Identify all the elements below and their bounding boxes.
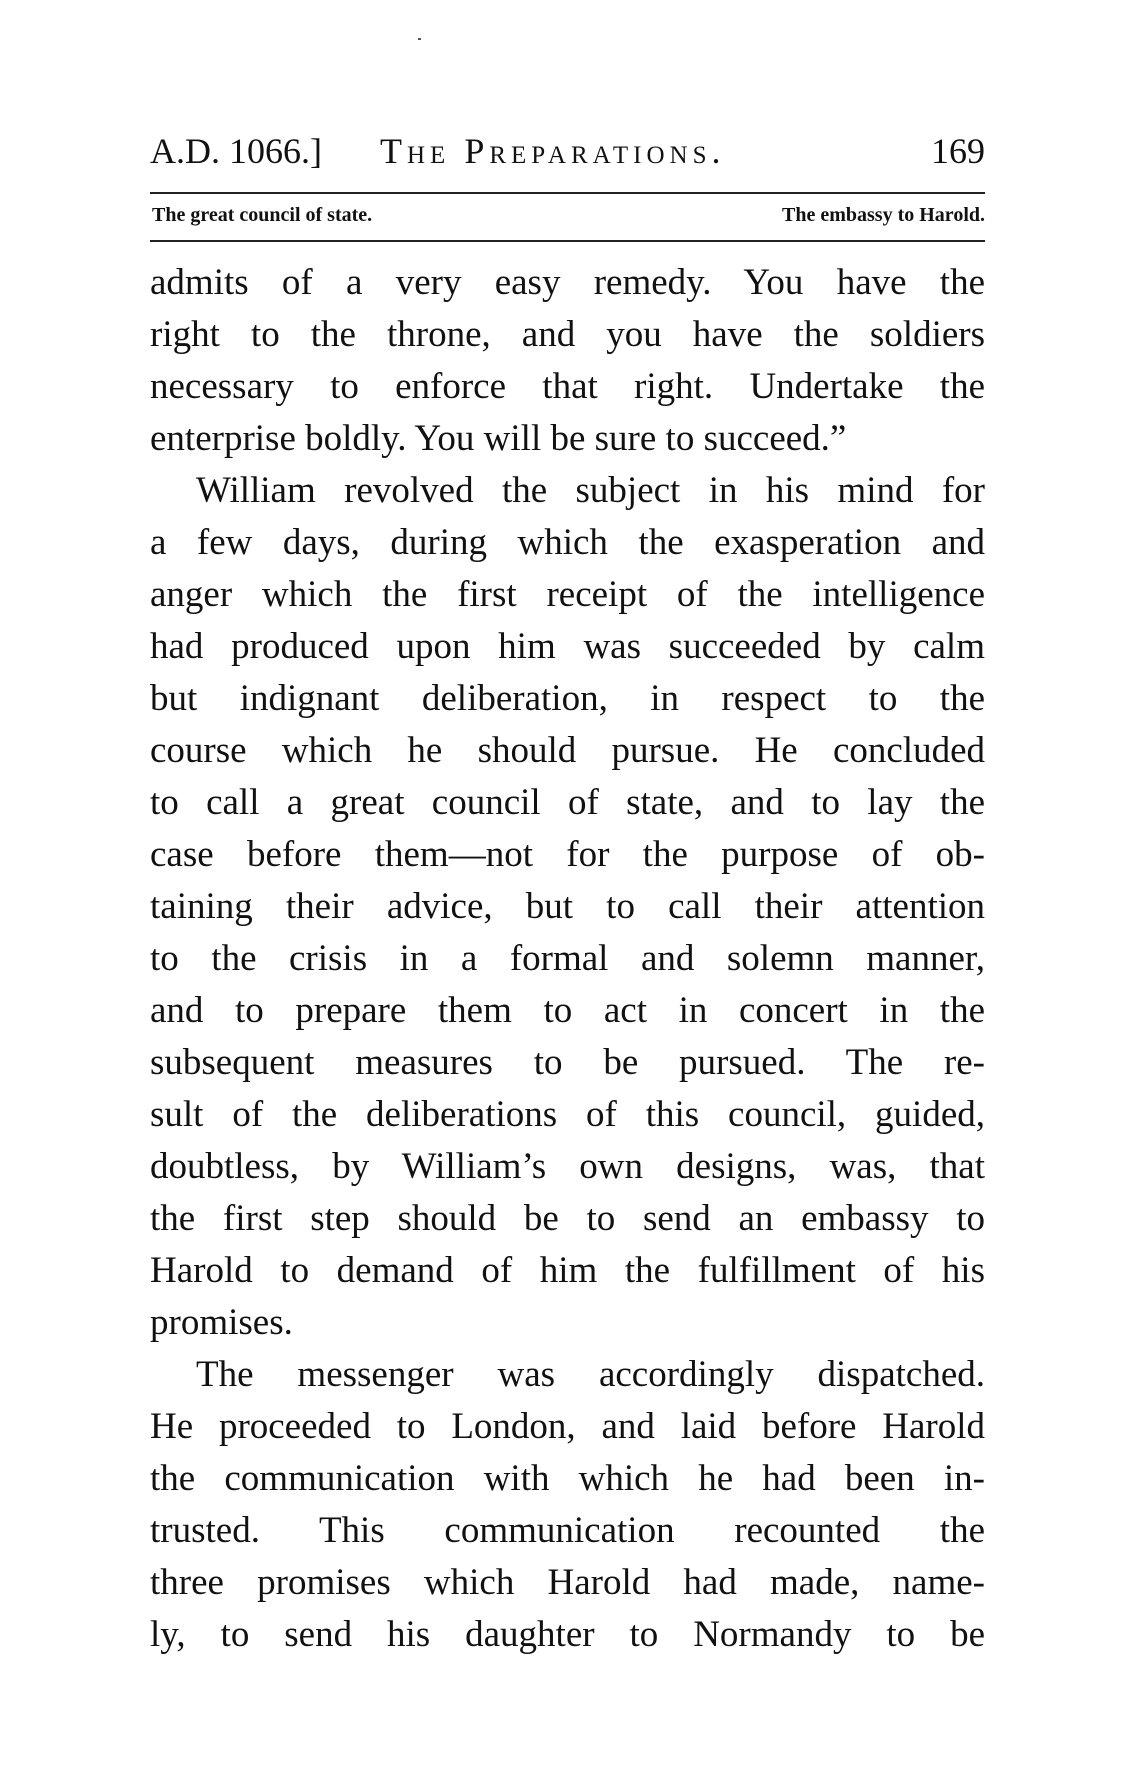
text-line: He proceeded to London, and laid before Harold <box>150 1406 985 1447</box>
text-line: the communication with which he had been in- <box>150 1458 985 1499</box>
text-line: William revolved the subject in his mind for <box>196 470 985 511</box>
text-line: subsequent measures to be pursued. The re- <box>150 1042 985 1083</box>
text-line: Harold to demand of him the fulfillment of his <box>150 1250 985 1291</box>
text-line: to call a great council of state, and to lay the <box>150 782 985 823</box>
text-line: right to the throne, and you have the soldiers <box>150 314 985 355</box>
running-head-year: A.D. 1066.] <box>150 131 322 171</box>
text-line: but indignant deliberation, in respect to the <box>150 678 985 719</box>
text-line: to the crisis in a formal and solemn manner, <box>150 938 985 979</box>
text-line: necessary to enforce that right. Undertake the <box>150 366 985 407</box>
subheader-left-topic: The great council of state. <box>152 204 373 226</box>
text-line: admits of a very easy remedy. You have the <box>150 262 985 303</box>
print-speck <box>418 38 421 40</box>
text-line: case before them—not for the purpose of ob- <box>150 834 985 875</box>
paragraph <box>150 1349 985 1661</box>
text-line: trusted. This communication recounted the <box>150 1510 985 1551</box>
text-line: and to prepare them to act in concert in the <box>150 990 985 1031</box>
text-line: course which he should pursue. He concluded <box>150 730 985 771</box>
text-line: three promises which Harold had made, name- <box>150 1562 985 1603</box>
text-line: a few days, during which the exasperation and <box>150 522 985 563</box>
running-head <box>150 126 985 176</box>
subheader-right-topic: The embassy to Harold. <box>782 204 985 226</box>
text-line: sult of the deliberations of this council, guided, <box>150 1094 985 1135</box>
text-line: ly, to send his daughter to Normandy to be <box>150 1614 985 1655</box>
text-line: had produced upon him was succeeded by calm <box>150 626 985 667</box>
running-head-title: The Preparations. <box>380 131 726 171</box>
paragraph <box>150 465 985 1349</box>
text-line: anger which the first receipt of the intelligence <box>150 574 985 615</box>
text-line: enterprise boldly. You will be sure to succeed.” <box>150 418 847 459</box>
text-line: the first step should be to send an embassy to <box>150 1198 985 1239</box>
header-rule-bottom <box>150 240 985 242</box>
page-number: 169 <box>931 131 985 171</box>
body-text <box>150 257 985 1661</box>
text-line: taining their advice, but to call their attention <box>150 886 985 927</box>
subheader <box>150 200 985 230</box>
text-line: The messenger was accordingly dispatched. <box>196 1354 985 1395</box>
paragraph <box>150 257 985 465</box>
header-rule-top <box>150 192 985 194</box>
text-line: doubtless, by William’s own designs, was, that <box>150 1146 985 1187</box>
text-line: promises. <box>150 1302 293 1343</box>
